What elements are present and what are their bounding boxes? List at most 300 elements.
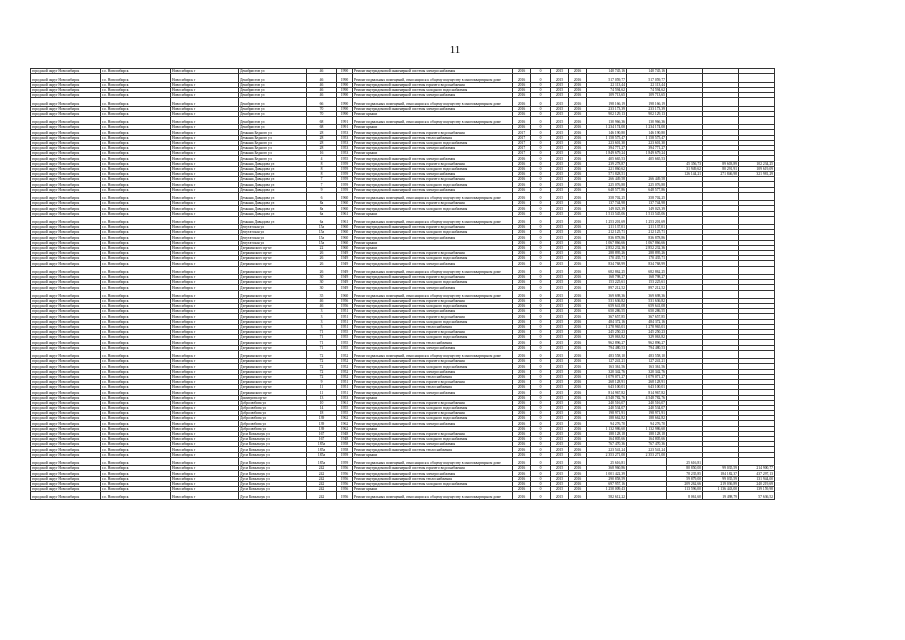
cell-work-type: Ремонт подвальных помещений, относящихся к общему имуществу в многоквартирном доме	[353, 492, 513, 500]
cell-municipality: городской округ Новосибирск	[31, 245, 101, 250]
cell-cost-a: 164 805,66	[627, 437, 667, 442]
cell-cost-a: 223 541,24	[627, 447, 667, 452]
cell-end-year: 2016	[569, 151, 587, 156]
cell-cost-a: 643 100,01	[627, 385, 667, 390]
cell-cost-a: 109 713,65	[627, 92, 667, 97]
cell-flag: 0	[531, 309, 551, 314]
cell-cost-total: 1 513 545,06	[587, 211, 627, 216]
cell-work-type: Ремонт крыши	[353, 395, 513, 400]
cell-street: Дуси Ковальчук ул	[239, 471, 307, 476]
cell-work-type: Ремонт внутридомовой инженерной системы холодного водоснабжения	[353, 87, 513, 92]
cell-locality: Новосибирск г	[171, 211, 239, 216]
cell-municipality: городской округ Новосибирск	[31, 421, 101, 426]
cell-cost-a: 149 023,39	[627, 206, 667, 211]
cell-district: г.о. Новосибирск	[101, 335, 171, 340]
cell-municipality: городской округ Новосибирск	[31, 400, 101, 405]
cell-end-year: 2016	[569, 379, 587, 384]
cell-district: г.о. Новосибирск	[101, 245, 171, 250]
cell-cost-a: 140 745,16	[627, 69, 667, 74]
cell-start-year: 2015	[551, 466, 569, 471]
cell-flag: 0	[531, 135, 551, 140]
cell-cost-a: 369 698,36	[627, 290, 667, 298]
cell-house: 71	[307, 330, 337, 335]
cell-locality: Новосибирск г	[171, 245, 239, 250]
cell-locality: Новосибирск г	[171, 146, 239, 151]
cell-cost-a: 329 063,82	[627, 335, 667, 340]
cell-plan-year: 2016	[513, 374, 531, 379]
cell-cost-total: 405 665,53	[587, 156, 627, 161]
cell-start-year: 2015	[551, 146, 569, 151]
cell-flag: 0	[531, 251, 551, 256]
cell-cost-a: 137 744,98	[627, 201, 667, 206]
cell-flag: 0	[531, 74, 551, 82]
cell-street: Декабристов ул	[239, 69, 307, 74]
cell-cost-a: 223 601,30	[627, 140, 667, 145]
cell-flag: 0	[531, 314, 551, 319]
cell-house: 46	[307, 82, 337, 87]
cell-end-year: 2016	[569, 437, 587, 442]
cell-cost-c	[703, 74, 739, 82]
cell-cost-a: 897 212,52	[627, 285, 667, 290]
cell-locality: Новосибирск г	[171, 116, 239, 124]
cell-start-year: 2015	[551, 98, 569, 106]
cell-start-year: 2015	[551, 426, 569, 431]
cell-cost-a: 127 241,21	[627, 359, 667, 364]
cell-end-year: 2016	[569, 285, 587, 290]
cell-end-year: 2016	[569, 225, 587, 230]
cell-flag: 0	[531, 457, 551, 465]
cell-flag: 0	[531, 345, 551, 350]
cell-street: Дзержинского пр-кт	[239, 330, 307, 335]
cell-work-type: Ремонт внутридомовой инженерной системы электроснабжения	[353, 369, 513, 374]
cell-flag: 0	[531, 486, 551, 491]
cell-cost-total: 2 353 271,00	[587, 452, 627, 457]
table-row	[31, 116, 775, 124]
cell-cost-a: 394 771,27	[627, 146, 667, 151]
cell-cost-a: 484 372,16	[627, 319, 667, 324]
cell-house: 6a	[307, 216, 337, 224]
cell-municipality: городской округ Новосибирск	[31, 266, 101, 274]
repair-schedule-table	[30, 68, 775, 500]
cell-locality: Новосибирск г	[171, 140, 239, 145]
cell-flag: 0	[531, 230, 551, 235]
cell-start-year: 2015	[551, 319, 569, 324]
cell-district: г.о. Новосибирск	[101, 230, 171, 235]
cell-year: 1956	[337, 481, 353, 486]
cell-street: Дзержинского пр-кт	[239, 314, 307, 319]
cell-end-year: 2016	[569, 350, 587, 358]
cell-cost-d	[739, 457, 775, 465]
cell-end-year: 2016	[569, 426, 587, 431]
cell-street: Дзержинского пр-кт	[239, 280, 307, 285]
cell-cost-c	[703, 290, 739, 298]
cell-district: г.о. Новосибирск	[101, 319, 171, 324]
cell-work-type: Ремонт подвальных помещений, относящихся к общему имуществу в многоквартирном доме	[353, 74, 513, 82]
cell-house: 70	[307, 111, 337, 116]
cell-cost-a: 245 250,23	[627, 330, 667, 335]
cell-street: Дзержинского пр-кт	[239, 309, 307, 314]
cell-street: Декабристов ул	[239, 82, 307, 87]
cell-plan-year: 2016	[513, 74, 531, 82]
cell-flag: 0	[531, 261, 551, 266]
cell-locality: Новосибирск г	[171, 261, 239, 266]
cell-cost-b: 8 061,60	[667, 492, 703, 500]
cell-district: г.о. Новосибирск	[101, 256, 171, 261]
cell-street: Демьяна Бедного ул	[239, 135, 307, 140]
cell-plan-year: 2016	[513, 437, 531, 442]
cell-plan-year: 2016	[513, 274, 531, 279]
cell-year: 1949	[337, 285, 353, 290]
cell-street: Дзержинского пр-кт	[239, 345, 307, 350]
cell-work-type: Ремонт крыши	[353, 111, 513, 116]
cell-cost-a: 682 862,25	[627, 266, 667, 274]
cell-plan-year: 2016	[513, 261, 531, 266]
cell-cost-a: 794 480,53	[627, 345, 667, 350]
cell-flag: 0	[531, 266, 551, 274]
cell-year: 1953	[337, 146, 353, 151]
cell-cost-total: 74 594,62	[587, 87, 627, 92]
cell-flag: 0	[531, 298, 551, 303]
cell-year: 1990	[337, 106, 353, 111]
cell-plan-year: 2016	[513, 240, 531, 245]
cell-cost-total: 290 858,59	[587, 476, 627, 481]
cell-end-year: 2016	[569, 192, 587, 200]
cell-cost-total: 650 286,55	[587, 309, 627, 314]
cell-house: 46	[307, 74, 337, 82]
cell-street: Декабристов ул	[239, 74, 307, 82]
cell-cost-total: 794 480,53	[587, 345, 627, 350]
cell-street: Дзержинского пр-кт	[239, 385, 307, 390]
cell-municipality: городской округ Новосибирск	[31, 466, 101, 471]
cell-work-type: Ремонт подвальных помещений, относящихся к общему имуществу в многоквартирном доме	[353, 350, 513, 358]
table-row	[31, 266, 775, 274]
cell-plan-year: 2016	[513, 182, 531, 187]
cell-house: 72	[307, 359, 337, 364]
cell-house: 11	[307, 385, 337, 390]
cell-district: г.о. Новосибирск	[101, 161, 171, 166]
cell-municipality: городской округ Новосибирск	[31, 161, 101, 166]
cell-flag: 0	[531, 290, 551, 298]
cell-locality: Новосибирск г	[171, 280, 239, 285]
cell-locality: Новосибирск г	[171, 379, 239, 384]
cell-cost-total: 517 059,77	[587, 74, 627, 82]
cell-district: г.о. Новосибирск	[101, 314, 171, 319]
cell-house: 16	[307, 151, 337, 156]
cell-cost-a: 814 967,82	[627, 390, 667, 395]
cell-cost-total: 1 250 009,43	[587, 486, 627, 491]
cell-work-type: Ремонт крыши	[353, 426, 513, 431]
cell-flag: 0	[531, 106, 551, 111]
cell-year: 1956	[337, 304, 353, 309]
cell-house: 35	[307, 290, 337, 298]
cell-work-type: Ремонт внутридомовой инженерной системы электроснабжения	[353, 309, 513, 314]
cell-cost-total: 212 125,71	[587, 230, 627, 235]
cell-cost-b: 126 144,21	[667, 171, 703, 176]
cell-house: 8	[307, 161, 337, 166]
cell-district: г.о. Новосибирск	[101, 211, 171, 216]
cell-cost-b: 59 879,00	[667, 476, 703, 481]
cell-locality: Новосибирск г	[171, 161, 239, 166]
cell-locality: Новосибирск г	[171, 395, 239, 400]
cell-end-year: 2016	[569, 314, 587, 319]
cell-municipality: городской округ Новосибирск	[31, 82, 101, 87]
cell-start-year: 2015	[551, 87, 569, 92]
cell-year: 1956	[337, 298, 353, 303]
cell-cost-d: 109 619,09	[739, 166, 775, 171]
cell-house: 72	[307, 374, 337, 379]
cell-end-year: 2016	[569, 304, 587, 309]
cell-district: г.о. Новосибирск	[101, 374, 171, 379]
cell-flag: 0	[531, 411, 551, 416]
cell-plan-year: 2016	[513, 476, 531, 481]
cell-cost-c: 99 035,59	[703, 466, 739, 471]
cell-end-year: 2016	[569, 92, 587, 97]
cell-end-year: 2016	[569, 187, 587, 192]
cell-street: Добролюбова ул	[239, 405, 307, 410]
cell-street: Дзержинского пр-кт	[239, 340, 307, 345]
cell-district: г.о. Новосибирск	[101, 216, 171, 224]
cell-cost-d	[739, 350, 775, 358]
cell-cost-a: 1 253 201,69	[627, 216, 667, 224]
cell-cost-b	[667, 216, 703, 224]
cell-cost-d: 437 297,13	[739, 471, 775, 476]
cell-work-type: Ремонт подвальных помещений, относящихся к общему имуществу в многоквартирном доме	[353, 116, 513, 124]
cell-street: Дзержинского пр-кт	[239, 364, 307, 369]
cell-start-year: 2015	[551, 177, 569, 182]
cell-year: 1959	[337, 177, 353, 182]
cell-cost-total: 368 960,86	[587, 466, 627, 471]
cell-cost-c: 99 035,59	[703, 476, 739, 481]
cell-plan-year: 2016	[513, 411, 531, 416]
cell-cost-total: 531 636,82	[587, 298, 627, 303]
cell-start-year: 2015	[551, 230, 569, 235]
cell-flag: 0	[531, 416, 551, 421]
cell-year: 1961	[337, 216, 353, 224]
cell-district: г.о. Новосибирск	[101, 140, 171, 145]
cell-municipality: городской округ Новосибирск	[31, 106, 101, 111]
cell-cost-b	[667, 98, 703, 106]
cell-start-year: 2015	[551, 161, 569, 166]
cell-cost-total: 198 166,19	[587, 98, 627, 106]
cell-cost-total: 897 212,52	[587, 285, 627, 290]
cell-cost-c: 184 182,37	[703, 471, 739, 476]
cell-end-year: 2016	[569, 416, 587, 421]
cell-district: г.о. Новосибирск	[101, 206, 171, 211]
cell-district: г.о. Новосибирск	[101, 156, 171, 161]
cell-municipality: городской округ Новосибирск	[31, 125, 101, 130]
cell-street: Депутатская ул	[239, 230, 307, 235]
cell-cost-a: 358 702,25	[627, 192, 667, 200]
cell-work-type: Ремонт внутридомовой инженерной системы горячего водоснабжения	[353, 298, 513, 303]
cell-cost-total: 233 173,39	[587, 106, 627, 111]
cell-plan-year: 2016	[513, 335, 531, 340]
cell-house: 10	[307, 400, 337, 405]
cell-cost-d	[739, 266, 775, 274]
cell-house: 242	[307, 481, 337, 486]
cell-street: Дуси Ковальчук ул	[239, 476, 307, 481]
cell-house: 8a	[307, 206, 337, 211]
cell-street: Демьяна Давыдова ул	[239, 211, 307, 216]
cell-plan-year: 2016	[513, 324, 531, 329]
cell-street: Демьяна Бедного ул	[239, 151, 307, 156]
cell-flag: 0	[531, 421, 551, 426]
cell-locality: Новосибирск г	[171, 350, 239, 358]
cell-start-year: 2015	[551, 437, 569, 442]
cell-cost-total: 1 278 965,01	[587, 324, 627, 329]
cell-locality: Новосибирск г	[171, 240, 239, 245]
cell-year: 1960	[337, 206, 353, 211]
cell-end-year: 2016	[569, 161, 587, 166]
cell-street: Дзержинского пр-кт	[239, 319, 307, 324]
cell-cost-a: 405 665,53	[627, 156, 667, 161]
cell-cost-a: 650 286,55	[627, 309, 667, 314]
cell-start-year: 2015	[551, 476, 569, 481]
cell-flag: 0	[531, 140, 551, 145]
cell-district: г.о. Новосибирск	[101, 261, 171, 266]
cell-cost-a: 130 966,36	[627, 116, 667, 124]
cell-street: Добролюбова ул	[239, 411, 307, 416]
cell-street: Дзержинского пр-кт	[239, 245, 307, 250]
cell-locality: Новосибирск г	[171, 486, 239, 491]
cell-cost-total: 836 878,86	[587, 235, 627, 240]
cell-end-year: 2016	[569, 230, 587, 235]
cell-plan-year: 2016	[513, 350, 531, 358]
cell-work-type: Ремонт внутридомовой инженерной системы электроснабжения	[353, 171, 513, 176]
cell-district: г.о. Новосибирск	[101, 166, 171, 171]
cell-plan-year: 2016	[513, 395, 531, 400]
cell-district: г.о. Новосибирск	[101, 364, 171, 369]
cell-plan-year: 2016	[513, 471, 531, 476]
cell-street: Демьяна Давыдова ул	[239, 187, 307, 192]
cell-start-year: 2015	[551, 379, 569, 384]
cell-municipality: городской округ Новосибирск	[31, 385, 101, 390]
cell-locality: Новосибирск г	[171, 216, 239, 224]
cell-work-type: Ремонт крыши	[353, 452, 513, 457]
cell-end-year: 2016	[569, 442, 587, 447]
cell-cost-d: 214 900,77	[739, 466, 775, 471]
cell-cost-total: 367 657,85	[587, 314, 627, 319]
cell-cost-total: 288 895,26	[587, 251, 627, 256]
cell-year: 1956	[337, 476, 353, 481]
cell-plan-year: 2016	[513, 319, 531, 324]
cell-house: 242	[307, 476, 337, 481]
cell-district: г.о. Новосибирск	[101, 266, 171, 274]
cell-start-year: 2015	[551, 457, 569, 465]
cell-district: г.о. Новосибирск	[101, 98, 171, 106]
cell-cost-a: 188 128,18	[627, 431, 667, 436]
cell-district: г.о. Новосибирск	[101, 285, 171, 290]
cell-work-type: Ремонт внутридомовой инженерной системы электроснабжения	[353, 106, 513, 111]
cell-house: 11	[307, 390, 337, 395]
cell-start-year: 2015	[551, 245, 569, 250]
cell-house: 139	[307, 416, 337, 421]
cell-work-type: Ремонт внутридомовой инженерной системы горячего водоснабжения	[353, 379, 513, 384]
cell-municipality: городской округ Новосибирск	[31, 369, 101, 374]
cell-start-year: 2015	[551, 290, 569, 298]
cell-end-year: 2016	[569, 481, 587, 486]
cell-work-type: Ремонт внутридомовой инженерной системы горячего водоснабжения	[353, 177, 513, 182]
cell-house: 30	[307, 285, 337, 290]
cell-plan-year: 2016	[513, 106, 531, 111]
cell-street: Демьяна Бедного ул	[239, 156, 307, 161]
cell-work-type: Ремонт внутридомовой инженерной системы холодного водоснабжения	[353, 437, 513, 442]
cell-end-year: 2016	[569, 324, 587, 329]
cell-work-type: Ремонт внутридомовой инженерной системы горячего водоснабжения	[353, 130, 513, 135]
cell-flag: 0	[531, 206, 551, 211]
cell-municipality: городской округ Новосибирск	[31, 151, 101, 156]
cell-start-year: 2015	[551, 206, 569, 211]
cell-cost-total: 648 577,86	[587, 187, 627, 192]
cell-flag: 0	[531, 359, 551, 364]
cell-plan-year: 2016	[513, 290, 531, 298]
cell-year: 1959	[337, 171, 353, 176]
cell-locality: Новосибирск г	[171, 87, 239, 92]
cell-cost-a: 146 190,80	[627, 130, 667, 135]
cell-cost-total: 225 076,88	[587, 182, 627, 187]
cell-work-type: Ремонт внутридомовой инженерной системы теплоснабжения	[353, 385, 513, 390]
cell-end-year: 2016	[569, 98, 587, 106]
cell-house: 242	[307, 471, 337, 476]
cell-cost-total: 168 798,27	[587, 274, 627, 279]
cell-start-year: 2015	[551, 486, 569, 491]
cell-year: 1958	[337, 442, 353, 447]
cell-cost-a: 240 516,07	[627, 400, 667, 405]
cell-year: 1949	[337, 261, 353, 266]
cell-flag: 0	[531, 211, 551, 216]
cell-cost-d	[739, 216, 775, 224]
cell-flag: 0	[531, 481, 551, 486]
cell-house: 26	[307, 261, 337, 266]
cell-cost-b: 25 616,81	[667, 457, 703, 465]
cell-municipality: городской округ Новосибирск	[31, 280, 101, 285]
cell-start-year: 2015	[551, 251, 569, 256]
cell-cost-b: 80 850,00	[667, 466, 703, 471]
cell-cost-total: 1 079 071,27	[587, 374, 627, 379]
cell-house: 139	[307, 426, 337, 431]
cell-street: Декабристов ул	[239, 125, 307, 130]
cell-municipality: городской округ Новосибирск	[31, 492, 101, 500]
cell-cost-b	[667, 192, 703, 200]
cell-locality: Новосибирск г	[171, 111, 239, 116]
cell-end-year: 2016	[569, 431, 587, 436]
cell-district: г.о. Новосибирск	[101, 182, 171, 187]
cell-start-year: 2015	[551, 405, 569, 410]
cell-house: 185a	[307, 447, 337, 452]
cell-work-type: Ремонт внутридомовой инженерной системы электроснабжения	[353, 156, 513, 161]
cell-end-year: 2016	[569, 452, 587, 457]
cell-cost-a: 225 076,88	[627, 182, 667, 187]
cell-plan-year: 2016	[513, 235, 531, 240]
cell-cost-c	[703, 216, 739, 224]
cell-work-type: Ремонт внутридомовой инженерной системы холодного водоснабжения	[353, 280, 513, 285]
cell-cost-a: 1 067 866,66	[627, 240, 667, 245]
cell-street: Демьяна Давыдова ул	[239, 171, 307, 176]
cell-plan-year: 2016	[513, 211, 531, 216]
cell-house: 8	[307, 171, 337, 176]
cell-locality: Новосибирск г	[171, 426, 239, 431]
cell-cost-d: 102 234,25	[739, 161, 775, 166]
cell-cost-total: 188 662,82	[587, 416, 627, 421]
cell-flag: 0	[531, 240, 551, 245]
cell-plan-year: 2016	[513, 92, 531, 97]
cell-municipality: городской округ Новосибирск	[31, 256, 101, 261]
cell-municipality: городской округ Новосибирск	[31, 135, 101, 140]
cell-year: 1952	[337, 369, 353, 374]
cell-year: 1962	[337, 416, 353, 421]
cell-street: Дуси Ковальчук ул	[239, 452, 307, 457]
cell-plan-year: 2016	[513, 309, 531, 314]
cell-cost-c	[703, 266, 739, 274]
